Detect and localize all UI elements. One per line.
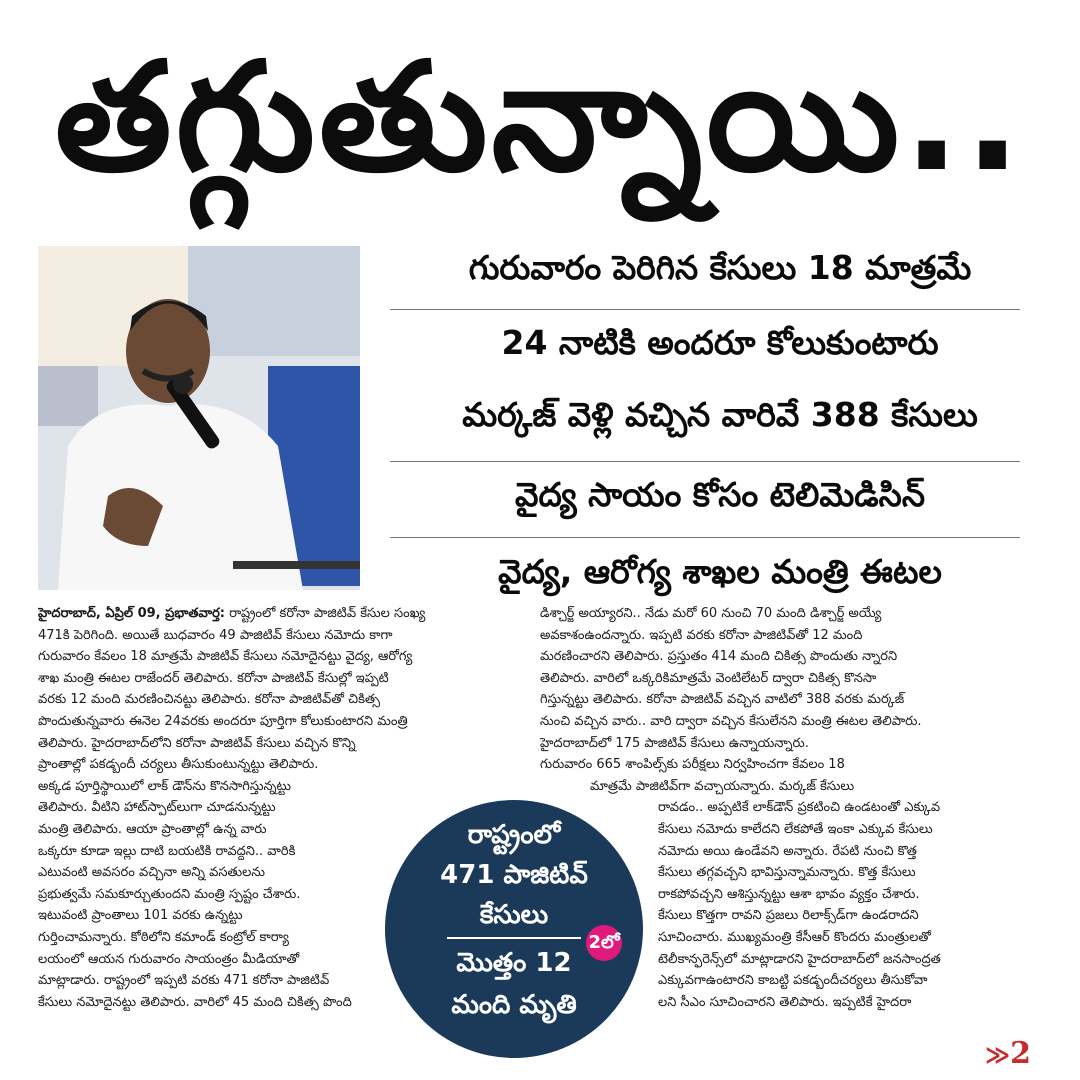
article-line: ప్రాంతాల్లో పకడ్బందీ చర్యలు తీసుకుంటున్నట్టు తెలిపారు. (38, 757, 319, 773)
article-line: వరకు 12 మంది మరణించినట్టు తెలిపారు. కరోనా పాజిటివ్‌తో చికిత్స (38, 692, 380, 708)
dateline: హైదరాబాద్, ఏప్రిల్ 09, ప్రభాతవార్త: (38, 606, 225, 621)
article-line: లయంలో ఆయన గురువారం సాయంత్రం మీడియాతో (38, 951, 300, 967)
article-line: ఇటువంటి ప్రాంతాలు 101 వరకు ఉన్నట్టు (38, 908, 243, 924)
continue-arrow-icon: ≫ (985, 1041, 1011, 1069)
article-line: డిశ్చార్జ్ అయ్యారని.. నేడు మరో 60 నుంచి 70 మంది డిశ్చార్జ్ అయ్యే (540, 606, 882, 621)
article-line: శాఖ మంత్రి ఈటల రాజేందర్ తెలిపారు. కరోనా పాజిటివ్ కేసుల్లో ఇప్పటి (38, 670, 389, 686)
article-line: కేసులు తగ్గవచ్చని భావిస్తున్నామన్నారు. కొత్త కేసులు (658, 865, 916, 881)
divider-1 (390, 309, 1020, 310)
circle-divider (447, 937, 581, 939)
subheading-2: 24 నాటికి అందరూ కోలుకుంటారు (501, 323, 939, 362)
article-line: మరణించారని తెలిపారు. ప్రస్తుతం 414 మంది చికిత్స పొందుతు న్నారని (540, 649, 898, 665)
article-line: ఎక్కువగాఉంటారని కాబట్టి పకడ్బందీచర్యలు తీసుకోవా (658, 973, 928, 989)
article-line: పొందుతున్నవారు ఈనెల 24వరకు అందరూ పూర్తిగా కోలుకుంటారని మంత్రి (38, 713, 408, 729)
circle-line-2: 471 పాజిటివ్ (440, 860, 588, 890)
article-line: మంత్రి తెలిపారు. ఆయా ప్రాంతాల్లో ఉన్న వారు (38, 821, 267, 837)
subheading-3: మర్కజ్ వెళ్లి వచ్చిన వారివే 388 కేసులు (462, 395, 978, 434)
article-line: ఒక్కరూ కూడా ఇల్లు దాటి బయటికి రావద్దని.. వారికి (38, 843, 296, 859)
article-line: నమోదు అయి ఉండేవని అన్నారు. రేపటి నుంచి కొత్త (658, 843, 917, 859)
article-line: కేసులు నమోదైనట్టు తెలిపారు. వారిలో 45 మంది చికిత్స పొంది (38, 994, 352, 1010)
article-line: సూచించారు. ముఖ్యమంత్రి కేసీఆర్ కొందరు మంత్రులతో (658, 929, 931, 945)
article-line: 471కి పెరిగింది. అయితే బుధవారం 49 పాజిటివ్ కేసులు నమోదు కాగా (38, 627, 393, 643)
article-line: టెలీకాన్ఫరెన్స్‌లో మాట్లాడారని హైదరాబాద్‌లో జనసాంద్రత (658, 951, 941, 967)
article-line: రావడం.. అప్పటికే లాక్‌డౌన్ ప్రకటించి ఉండటంతో ఎక్కువ (658, 800, 941, 816)
article-line: తెలిపారు. వీటిని హాట్‌స్పాట్‌లుగా చూడనున్నట్టు (38, 800, 276, 816)
circle-line-1: రాష్ట్రంలో (467, 820, 561, 850)
article-line: ఎటువంటి అవసరం వచ్చినా అన్ని వసతులను (38, 865, 265, 881)
article-line: హైదరాబాద్, ఏప్రిల్ 09, ప్రభాతవార్త: రాష్ట్రంలో కరోనా పాజిటివ్ కేసుల సంఖ్య (38, 606, 426, 621)
subheading-4: వైద్య సాయం కోసం టెలిమెడిసిన్ (514, 475, 925, 514)
article-line: గిస్తున్నట్టు తెలిపారు. కరోనా పాజిటివ్ వచ్చిన వాటిలో 388 వరకు మర్కజ్ (540, 692, 905, 708)
article-line: రాకపోవచ్చని ఆశిస్తున్నట్టు ఆశా భావం వ్యక్తం చేశారు. (658, 886, 920, 902)
main-headline: తగ్గుతున్నాయి.. (54, 31, 1026, 205)
article-line: హైదరాబాద్‌లో 175 పాజిటివ్ కేసులు ఉన్నాయన్నారు. (540, 735, 809, 751)
page-reference-badge: 2లో (586, 925, 622, 961)
article-line: లని సీఎం సూచించారని తెలిపారు. ఇప్పటికే హైదరా (658, 994, 912, 1010)
circle-line-4: మొత్తం 12 (456, 948, 572, 978)
subheading-1: గురువారం పెరిగిన కేసులు 18 మాత్రమే (468, 248, 972, 287)
article-line: కేసులు నమోదు కాలేదని లేకపోతే ఇంకా ఎక్కువ కేసులు (658, 821, 933, 837)
continued-on-page (985, 1036, 1031, 1071)
divider-2 (390, 461, 1020, 462)
article-line: అక్కడ పూర్తిస్థాయిలో లాక్ డౌన్‌ను కొనసాగిస్తున్నట్టు (38, 778, 291, 794)
article-line: కేసులు కొత్తగా రావని ప్రజలు రిలాక్స్‌డ్‌గా ఉండరాదని (658, 908, 919, 924)
continue-page-number: 2 (1010, 1036, 1031, 1071)
article-line: నుంచి వచ్చిన వారు.. వారి ద్వారా వచ్చిన కేసులేనని మంత్రి ఈటల తెలిపారు. (540, 713, 922, 729)
article-line: గుర్తించామన్నారు. కోఠిలోని కమాండ్ కంట్రోల్ కార్యా (38, 929, 289, 945)
article-line: మాత్రమే పాజిటివ్‌గా వచ్చాయన్నారు. మర్కజ్ కేసులు (590, 778, 855, 794)
article-line: అవకాశంఉందన్నారు. ఇప్పటి వరకు కరోనా పాజిటివ్‌తో 12 మంది (540, 627, 863, 643)
article-line: గురువారం కేవలం 18 మాత్రమే పాజిటివ్ కేసులు నమోదైనట్టు వైద్య, ఆరోగ్య (38, 649, 413, 665)
divider-3 (390, 537, 1020, 538)
article-line: గురువారం 665 శాంపిల్స్‌కు పరీక్షలు నిర్వహించగా కేవలం 18 (540, 757, 845, 773)
article-line: ప్రభుత్వమే సమకూర్చుతుందని మంత్రి స్పష్టం చేశారు. (38, 886, 301, 902)
subheading-5: వైద్య, ఆరోగ్య శాఖల మంత్రి ఈటల (498, 552, 942, 591)
minister-photo (38, 246, 360, 590)
article-line: తెలిపారు. హైదరాబాద్‌లోని కరోనా పాజిటివ్ కేసులు వచ్చిన కొన్ని (38, 735, 356, 751)
article-line: మాట్లాడారు. రాష్ట్రంలో ఇప్పటి వరకు 471 కరోనా పాజిటివ్ (38, 973, 330, 989)
circle-line-5: మంది మృతి (451, 990, 577, 1020)
circle-line-3: కేసులు (479, 900, 549, 930)
article-line: తెలిపారు. వారిలో ఒక్కరికిమాత్రమే వెంటిలేటర్ ద్వారా చికిత్స కొనసా (540, 670, 877, 686)
